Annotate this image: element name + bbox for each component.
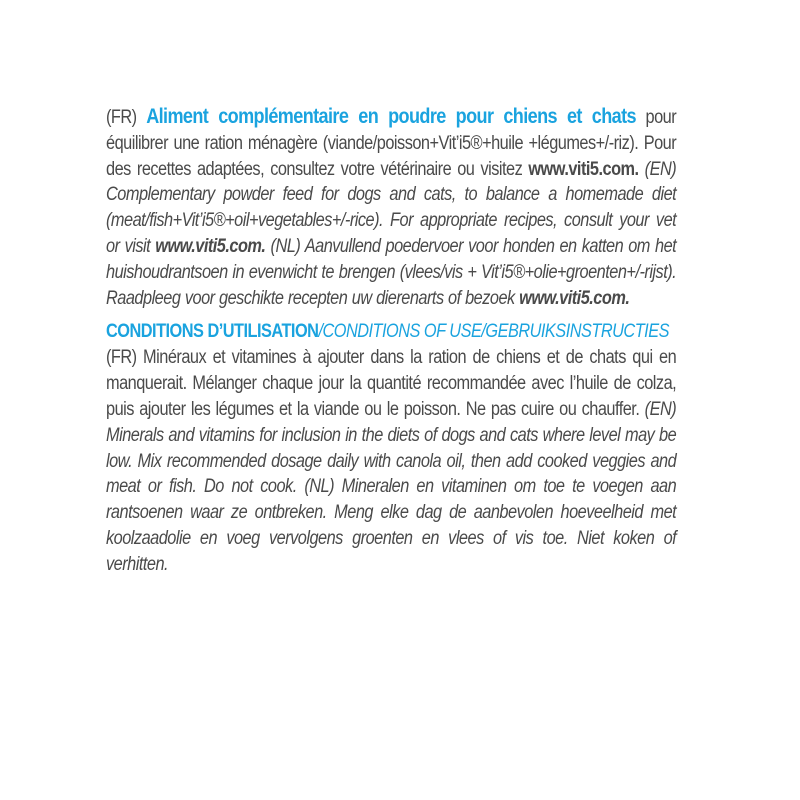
- conditions-heading-fr: CONDITIONS D’UTILISATION: [106, 321, 319, 343]
- conditions-nl-text: (NL) Mineralen en vitaminen om toe te voegen aan rantsoenen waar ze ontbreken. Meng elke dag de aanbevolen hoeveelheid met koolzaadolie en voeg vervolgens groenten en vlees of vis toe. Niet koken of verhitten.: [106, 476, 677, 575]
- conditions-paragraph: [106, 345, 676, 577]
- label-text-panel: [106, 104, 676, 578]
- intro-paragraph: [106, 104, 676, 311]
- fr-website-link[interactable]: www.viti5.com.: [528, 158, 639, 180]
- en-website-link[interactable]: www.viti5.com.: [155, 235, 266, 257]
- conditions-fr-text: (FR) Minéraux et vitamines à ajouter dans la ration de chiens et de chats qui en manquerait. Mélanger chaque jour la quantité recommandée avec l’huile de colza, puis ajouter les légumes et la viande ou le poisson. Ne pas cuire ou chauffer.: [106, 347, 677, 420]
- conditions-heading: [106, 319, 676, 345]
- product-headline: Aliment complémentaire en poudre pour chiens et chats: [146, 105, 636, 128]
- conditions-heading-en-nl: /CONDITIONS OF USE/GEBRUIKSINSTRUCTIES: [318, 321, 669, 343]
- fr-intro-text: pour équilibrer une ration ménagère (viande/poisson+Vit’i5®+huile +légumes+/-riz). Pour des recettes adaptées, consultez votre vétérinaire ou visitez: [106, 107, 677, 180]
- fr-language-code: (FR): [106, 107, 137, 128]
- conditions-en-text: (EN) Minerals and vitamins for inclusion in the diets of dogs and cats where level may be low. Mix recommended dosage daily with canola oil, then add cooked veggies and meat or fish. Do not cook.: [106, 398, 677, 498]
- en-intro-text: (EN) Complementary powder feed for dogs and cats, to balance a homemade diet (meat/fish+Vit’i5®+oil+vegetables+/-rice). For appropriate recipes, consult your vet or visit: [106, 158, 677, 257]
- nl-website-link[interactable]: www.viti5.com.: [519, 287, 630, 309]
- nl-intro-text: (NL) Aanvullend poedervoer voor honden en katten om het huishoudrantsoen in evenwicht te brengen (vlees/vis + Vit’i5®+olie+groenten+/-rijst). Raadpleeg voor geschikte recepten uw dierenarts of bezoek: [106, 235, 677, 309]
